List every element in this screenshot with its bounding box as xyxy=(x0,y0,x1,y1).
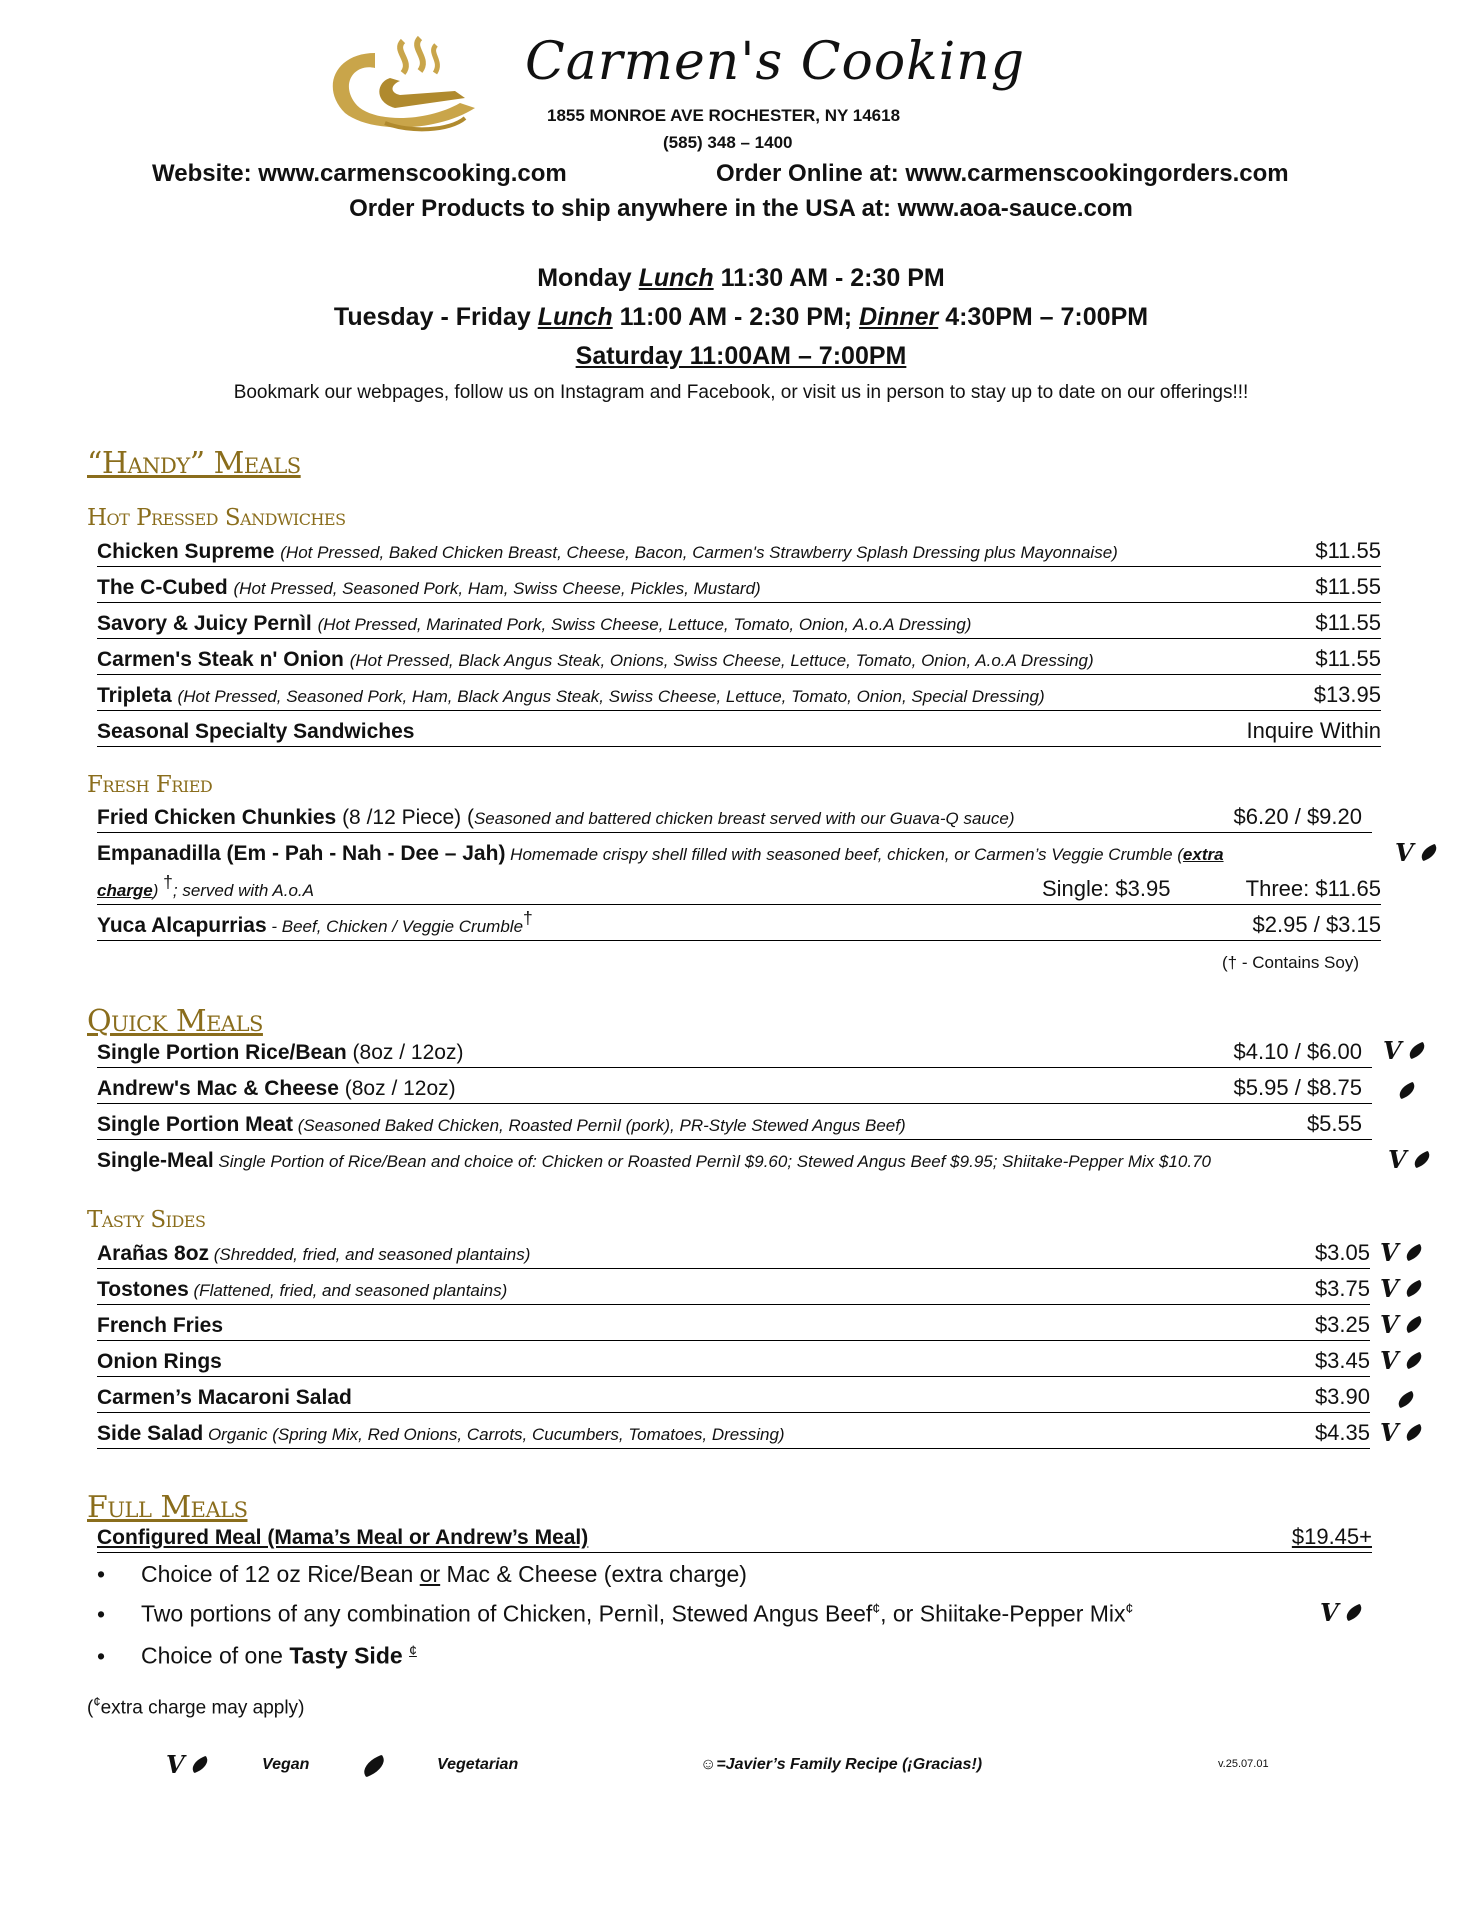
menu-item: Single Portion Meat (Seasoned Baked Chicken, Roasted Pernìl (pork), PR-Style Stewed Angus Beef) $5.55 xyxy=(97,1107,1372,1140)
legend-vegan: Vegan xyxy=(262,1756,310,1773)
subsection-tasty-sides: Tasty Sides xyxy=(87,1207,206,1233)
menu-item: Arañas 8oz (Shredded, fried, and seasoned plantains) $3.05 xyxy=(97,1236,1370,1269)
vegan-icon: V xyxy=(1380,1310,1423,1339)
hours-tue-fri: Tuesday - Friday Lunch 11:00 AM - 2:30 PM; Dinner 4:30PM – 7:00PM xyxy=(333,303,1149,331)
vegan-icon: V xyxy=(1383,1036,1426,1065)
vegan-icon: V xyxy=(1380,1238,1423,1267)
menu-item: Single-Meal Single Portion of Rice/Bean and choice of: Chicken or Roasted Pernìl $9.60; Stewed Angus Beef $9.95; Shiitake-Pepper Mix $10.70 xyxy=(97,1149,1212,1172)
bullet-item: • Two portions of any combination of Chicken, Pernìl, Stewed Angus Beef¢, or Shiitake-Pepper Mix¢ xyxy=(97,1600,1134,1627)
menu-item: Tripleta (Hot Pressed, Seasoned Pork, Ham, Black Angus Steak, Swiss Cheese, Lettuce, Tomato, Onion, Special Dressing) $13.95 xyxy=(97,678,1381,711)
vegan-icon: V xyxy=(166,1750,209,1779)
menu-item: Savory & Juicy Pernìl (Hot Pressed, Marinated Pork, Swiss Cheese, Lettuce, Tomato, Onion, A.o.A Dressing) $11.55 xyxy=(97,606,1381,639)
ship-products-link[interactable]: Order Products to ship anywhere in the USA at: www.aoa-sauce.com xyxy=(349,195,1133,222)
subsection-hot-pressed: Hot Pressed Sandwiches xyxy=(87,505,346,531)
cent-note: (¢extra charge may apply) xyxy=(87,1694,305,1719)
order-online-link[interactable]: Order Online at: www.carmenscookingorders.com xyxy=(716,160,1289,187)
menu-item: Yuca Alcapurrias - Beef, Chicken / Veggie Crumble† $2.95 / $3.15 xyxy=(97,908,1381,941)
vegan-icon: V xyxy=(1380,1346,1423,1375)
legend-vegetarian: Vegetarian xyxy=(437,1756,519,1773)
hours-saturday: Saturday 11:00AM – 7:00PM xyxy=(575,342,907,370)
menu-item: Carmen's Steak n' Onion (Hot Pressed, Black Angus Steak, Onions, Swiss Cheese, Lettuce, Tomato, Onion, A.o.A Dressing) $11.55 xyxy=(97,642,1381,675)
subsection-fresh-fried: Fresh Fried xyxy=(87,772,213,798)
bookmark-note: Bookmark our webpages, follow us on Instagram and Facebook, or visit us in person to stay up to date on our offerings!!! xyxy=(233,382,1249,403)
bullet-item: • Choice of one Tasty Side ¢ xyxy=(97,1642,417,1669)
menu-item: Carmen’s Macaroni Salad $3.90 xyxy=(97,1380,1370,1413)
bullet-item: • Choice of 12 oz Rice/Bean or Mac & Cheese (extra charge) xyxy=(97,1561,747,1587)
vegetarian-icon xyxy=(362,1752,386,1778)
legend-family-recipe: ☺=Javier’s Family Recipe (¡Gracias!) xyxy=(700,1756,983,1773)
vegan-icon: V xyxy=(1388,1145,1431,1174)
version-label: v.25.07.01 xyxy=(1218,1758,1269,1770)
vegan-icon: V xyxy=(1380,1274,1423,1303)
menu-item: Chicken Supreme (Hot Pressed, Baked Chicken Breast, Cheese, Bacon, Carmen's Strawberry Splash Dressing plus Mayonnaise) $11.55 xyxy=(97,534,1381,567)
section-quick-meals: Quick Meals xyxy=(87,1004,263,1039)
menu-item: Andrew's Mac & Cheese (8oz / 12oz) $5.95 / $8.75 xyxy=(97,1071,1372,1104)
vegan-icon: V xyxy=(1380,1418,1423,1447)
soy-note: († - Contains Soy) xyxy=(1222,953,1359,972)
section-full-meals: Full Meals xyxy=(87,1490,248,1525)
carmens-cooking-logo xyxy=(315,33,485,138)
vegetarian-icon xyxy=(1397,1385,1415,1411)
website-link[interactable]: Website: www.carmenscooking.com xyxy=(152,160,567,187)
restaurant-title: Carmen's Cooking xyxy=(525,32,1026,92)
menu-item: Fried Chicken Chunkies (8 /12 Piece) (Seasoned and battered chicken breast served with our Guava-Q sauce) $6.20 / $9.20 xyxy=(97,800,1372,833)
address: 1855 MONROE AVE ROCHESTER, NY 14618 xyxy=(547,106,901,125)
menu-item: Empanadilla (Em - Pah - Nah - Dee – Jah) Homemade crispy shell filled with seasoned beef, chicken, or Carmen’s Veggie Crumble (extra xyxy=(97,842,1224,865)
menu-item: Side Salad Organic (Spring Mix, Red Onions, Carrots, Cucumbers, Tomatoes, Dressing) $4.35 xyxy=(97,1416,1370,1449)
vegan-icon: V xyxy=(1395,838,1438,867)
menu-item: The C-Cubed (Hot Pressed, Seasoned Pork, Ham, Swiss Cheese, Pickles, Mustard) $11.55 xyxy=(97,570,1381,603)
menu-item: French Fries $3.25 xyxy=(97,1308,1370,1341)
vegan-icon: V xyxy=(1320,1598,1363,1627)
menu-item: Onion Rings $3.45 xyxy=(97,1344,1370,1377)
menu-item: Configured Meal (Mama’s Meal or Andrew’s Meal) $19.45+ xyxy=(97,1520,1372,1553)
menu-item: Single Portion Rice/Bean (8oz / 12oz) $4.10 / $6.00 xyxy=(97,1035,1372,1068)
menu-item: charge) †; served with A.o.A Single: $3.95 Three: $11.65 xyxy=(97,872,1381,905)
menu-item: Seasonal Specialty Sandwiches Inquire Within xyxy=(97,714,1381,747)
section-handy-meals: “Handy” Meals xyxy=(87,446,301,481)
hours-monday: Monday Lunch 11:30 AM - 2:30 PM xyxy=(537,264,945,292)
phone: (585) 348 – 1400 xyxy=(663,133,793,152)
menu-item: Tostones (Flattened, fried, and seasoned plantains) $3.75 xyxy=(97,1272,1370,1305)
vegetarian-icon xyxy=(1398,1076,1416,1102)
